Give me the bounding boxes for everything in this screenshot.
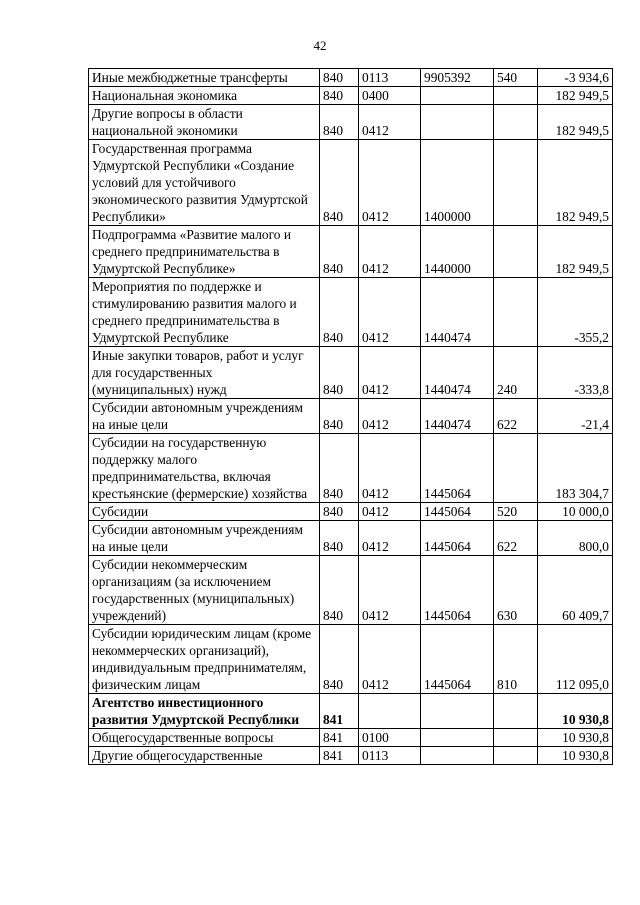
department-code-cell: 841 xyxy=(320,747,359,765)
target-article-cell: 1440474 xyxy=(421,278,494,347)
section-code-cell: 0412 xyxy=(359,521,421,556)
target-article-cell xyxy=(421,105,494,140)
row-name-cell: Иные закупки товаров, работ и услуг для государственных (муниципальных) нужд xyxy=(89,347,320,399)
row-name-cell: Субсидии автономным учреждениям на иные цели xyxy=(89,399,320,434)
table-row xyxy=(89,729,613,747)
target-article-cell xyxy=(421,729,494,747)
row-name-cell: Субсидии автономным учреждениям на иные цели xyxy=(89,521,320,556)
amount-cell: -3 934,6 xyxy=(538,69,613,87)
expense-type-cell: 622 xyxy=(494,399,538,434)
amount-cell: -333,8 xyxy=(538,347,613,399)
target-article-cell xyxy=(421,87,494,105)
row-name-cell: Иные межбюджетные трансферты xyxy=(89,69,320,87)
target-article-cell: 1400000 xyxy=(421,140,494,226)
row-name-cell: Субсидии некоммерческим организациям (за исключением государственных (муниципальных) учреждений) xyxy=(89,556,320,625)
department-code-cell: 840 xyxy=(320,69,359,87)
section-code-cell: 0412 xyxy=(359,140,421,226)
section-code-cell: 0412 xyxy=(359,625,421,694)
target-article-cell: 9905392 xyxy=(421,69,494,87)
section-code-cell: 0113 xyxy=(359,747,421,765)
table-row xyxy=(89,140,613,226)
expense-type-cell: 240 xyxy=(494,347,538,399)
budget-table xyxy=(88,68,613,765)
target-article-cell: 1445064 xyxy=(421,503,494,521)
section-code-cell: 0412 xyxy=(359,278,421,347)
row-name-cell: Подпрограмма «Развитие малого и среднего предпринимательства в Удмуртской Республике» xyxy=(89,226,320,278)
expense-type-cell xyxy=(494,694,538,729)
amount-cell: 182 949,5 xyxy=(538,140,613,226)
table-row xyxy=(89,434,613,503)
department-code-cell: 841 xyxy=(320,729,359,747)
section-code-cell xyxy=(359,694,421,729)
section-code-cell: 0113 xyxy=(359,69,421,87)
target-article-cell: 1440474 xyxy=(421,399,494,434)
row-name-cell: Мероприятия по поддержке и стимулированию развития малого и среднего предпринимательства в Удмуртской Республике xyxy=(89,278,320,347)
section-code-cell: 0400 xyxy=(359,87,421,105)
table-row xyxy=(89,625,613,694)
row-name-cell: Государственная программа Удмуртской Республики «Создание условий для устойчивого экономического развития Удмуртской Республики» xyxy=(89,140,320,226)
amount-cell: -21,4 xyxy=(538,399,613,434)
department-code-cell: 840 xyxy=(320,399,359,434)
table-row xyxy=(89,69,613,87)
section-code-cell: 0412 xyxy=(359,105,421,140)
expense-type-cell: 630 xyxy=(494,556,538,625)
department-code-cell: 840 xyxy=(320,434,359,503)
expense-type-cell xyxy=(494,434,538,503)
section-code-cell: 0412 xyxy=(359,434,421,503)
target-article-cell xyxy=(421,747,494,765)
expense-type-cell: 520 xyxy=(494,503,538,521)
row-name-cell: Другие вопросы в области национальной экономики xyxy=(89,105,320,140)
target-article-cell xyxy=(421,694,494,729)
expense-type-cell xyxy=(494,87,538,105)
department-code-cell: 840 xyxy=(320,105,359,140)
amount-cell: 182 949,5 xyxy=(538,226,613,278)
amount-cell: 10 930,8 xyxy=(538,694,613,729)
expense-type-cell xyxy=(494,747,538,765)
amount-cell: 10 000,0 xyxy=(538,503,613,521)
target-article-cell: 1445064 xyxy=(421,556,494,625)
page-number: 42 xyxy=(313,38,327,53)
table-row xyxy=(89,521,613,556)
table-row xyxy=(89,347,613,399)
amount-cell: 10 930,8 xyxy=(538,747,613,765)
table-row xyxy=(89,226,613,278)
section-code-cell: 0412 xyxy=(359,347,421,399)
department-code-cell: 840 xyxy=(320,503,359,521)
department-code-cell: 840 xyxy=(320,226,359,278)
table-row xyxy=(89,556,613,625)
amount-cell: 182 949,5 xyxy=(538,105,613,140)
amount-cell: 60 409,7 xyxy=(538,556,613,625)
department-code-cell: 841 xyxy=(320,694,359,729)
budget-table-body xyxy=(89,69,613,765)
table-row xyxy=(89,399,613,434)
expense-type-cell: 540 xyxy=(494,69,538,87)
section-code-cell: 0412 xyxy=(359,556,421,625)
department-code-cell: 840 xyxy=(320,140,359,226)
section-code-cell: 0412 xyxy=(359,503,421,521)
expense-type-cell: 810 xyxy=(494,625,538,694)
table-row xyxy=(89,278,613,347)
row-name-cell: Национальная экономика xyxy=(89,87,320,105)
table-row xyxy=(89,747,613,765)
department-code-cell: 840 xyxy=(320,278,359,347)
amount-cell: -355,2 xyxy=(538,278,613,347)
section-code-cell: 0412 xyxy=(359,399,421,434)
department-code-cell: 840 xyxy=(320,625,359,694)
section-code-cell: 0412 xyxy=(359,226,421,278)
target-article-cell: 1440000 xyxy=(421,226,494,278)
row-name-cell: Субсидии на государственную поддержку малого предпринимательства, включая крестьянские (фермерские) хозяйства xyxy=(89,434,320,503)
section-code-cell: 0100 xyxy=(359,729,421,747)
department-code-cell: 840 xyxy=(320,556,359,625)
target-article-cell: 1440474 xyxy=(421,347,494,399)
expense-type-cell: 622 xyxy=(494,521,538,556)
expense-type-cell xyxy=(494,729,538,747)
table-row xyxy=(89,105,613,140)
expense-type-cell xyxy=(494,278,538,347)
expense-type-cell xyxy=(494,105,538,140)
target-article-cell: 1445064 xyxy=(421,625,494,694)
table-row xyxy=(89,694,613,729)
row-name-cell: Субсидии xyxy=(89,503,320,521)
table-row xyxy=(89,503,613,521)
department-code-cell: 840 xyxy=(320,87,359,105)
amount-cell: 800,0 xyxy=(538,521,613,556)
department-code-cell: 840 xyxy=(320,521,359,556)
row-name-cell: Агентство инвестиционного развития Удмуртской Республики xyxy=(89,694,320,729)
row-name-cell: Общегосударственные вопросы xyxy=(89,729,320,747)
expense-type-cell xyxy=(494,140,538,226)
target-article-cell: 1445064 xyxy=(421,434,494,503)
amount-cell: 112 095,0 xyxy=(538,625,613,694)
table-row xyxy=(89,87,613,105)
expense-type-cell xyxy=(494,226,538,278)
department-code-cell: 840 xyxy=(320,347,359,399)
amount-cell: 10 930,8 xyxy=(538,729,613,747)
amount-cell: 183 304,7 xyxy=(538,434,613,503)
row-name-cell: Другие общегосударственные xyxy=(89,747,320,765)
target-article-cell: 1445064 xyxy=(421,521,494,556)
row-name-cell: Субсидии юридическим лицам (кроме некоммерческих организаций), индивидуальным предпринимателям, физическим лицам xyxy=(89,625,320,694)
amount-cell: 182 949,5 xyxy=(538,87,613,105)
